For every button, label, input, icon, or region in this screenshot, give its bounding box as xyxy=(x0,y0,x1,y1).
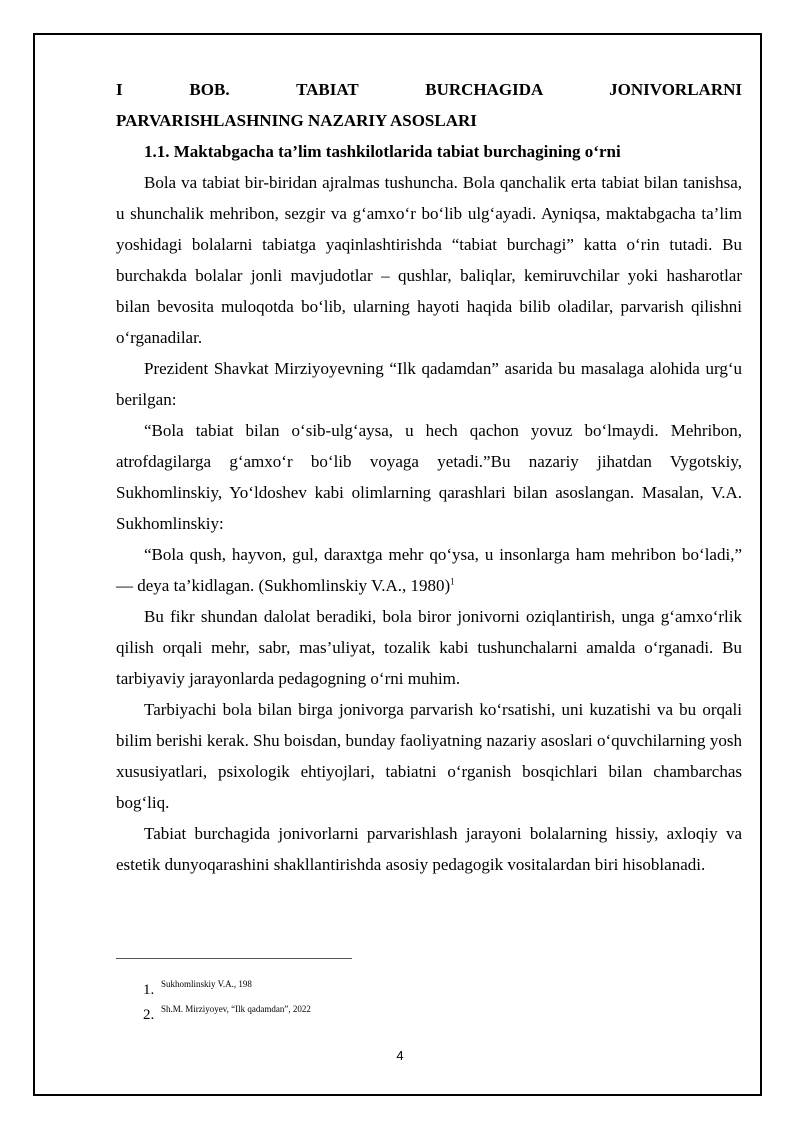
paragraph-4-text: “Bola qush, hayvon, gul, daraxtga mehr qo‘ysa, u insonlarga ham mehribon bo‘ladi,” — deya ta’kidlagan. (Sukhomlinskiy V.A., 1980) xyxy=(116,545,742,595)
footnote-item xyxy=(143,980,311,1005)
footnote-ref-1: 1 xyxy=(450,576,455,587)
footnote-text: Sh.M. Mirziyoyev, “Ilk qadamdan”, 2022 xyxy=(161,1004,311,1014)
footnote-text: Sukhomlinskiy V.A., 198 xyxy=(161,979,252,989)
footnote-number: 1. xyxy=(143,982,155,998)
footnote-number: 2. xyxy=(143,1007,155,1023)
page-number: 4 xyxy=(396,1048,404,1063)
paragraph-6: Tarbiyachi bola bilan birga jonivorga parvarish ko‘rsatishi, uni kuzatishi va bu orqali bilim berishi kerak. Shu boisdan, bunday faoliyatning nazariy asoslari o‘quvchilarning yosh xususiyatlari, psixologik ehtiyojlari, tabiatni o‘rganish bosqichlari bilan chambarchas bog‘liq. xyxy=(116,700,742,812)
paragraph-4 xyxy=(116,539,742,601)
paragraph-5: Bu fikr shundan dalolat beradiki, bola biror jonivorni oziqlantirish, unga g‘amxo‘rlik qilish orqali mehr, sabr, mas’uliyat, tozalik kabi tushunchalarni amalda o‘rganadi. Bu tarbiyaviy jarayonlarda pedagogning o‘rni muhim. xyxy=(116,607,742,688)
document-body xyxy=(116,74,742,880)
section-title: 1.1. Maktabgacha ta’lim tashkilotlarida tabiat burchagining o‘rni xyxy=(144,142,621,161)
paragraph-2: Prezident Shavkat Mirziyoyevning “Ilk qadamdan” asarida bu masalaga alohida urg‘u berilgan: xyxy=(116,359,742,409)
chapter-title-line1: I BOB. TABIAT BURCHAGIDA JONIVORLARNI xyxy=(116,80,742,99)
footnote-separator xyxy=(116,958,352,959)
paragraph-3: “Bola tabiat bilan o‘sib-ulg‘aysa, u hech qachon yovuz bo‘lmaydi. Mehribon, atrofdagilarga g‘amxo‘r bo‘lib voyaga yetadi.”Bu nazariy jihatdan Vygotskiy, Sukhomlinskiy, Yo‘ldoshev kabi olimlarning qarashlari bilan asoslangan. Masalan, V.A. Sukhomlinskiy: xyxy=(116,421,742,533)
footnote-item xyxy=(143,1005,311,1030)
paragraph-7: Tabiat burchagida jonivorlarni parvarishlash jarayoni bolalarning hissiy, axloqiy va estetik dunyoqarashini shakllantirishda asosiy pedagogik vositalardan biri hisoblanadi. xyxy=(116,824,742,874)
footnotes xyxy=(143,980,311,1030)
paragraph-1: Bola va tabiat bir-biridan ajralmas tushuncha. Bola qanchalik erta tabiat bilan tanishsa, u shunchalik mehribon, sezgir va g‘amxo‘r bo‘lib ulg‘ayadi. Ayniqsa, maktabgacha ta’lim yoshidagi bolalarni tabiatga yaqinlashtirishda “tabiat burchagi” katta o‘rin tutadi. Bu burchakda bolalar jonli mavjudotlar – qushlar, baliqlar, kemiruvchilar yoki hasharotlar bilan bevosita muloqotda bo‘lib, ularning hayoti haqida bilib oladilar, parvarish qilishni o‘rganadilar. xyxy=(116,173,742,347)
chapter-title-line2: PARVARISHLASHNING NAZARIY ASOSLARI xyxy=(116,111,477,130)
